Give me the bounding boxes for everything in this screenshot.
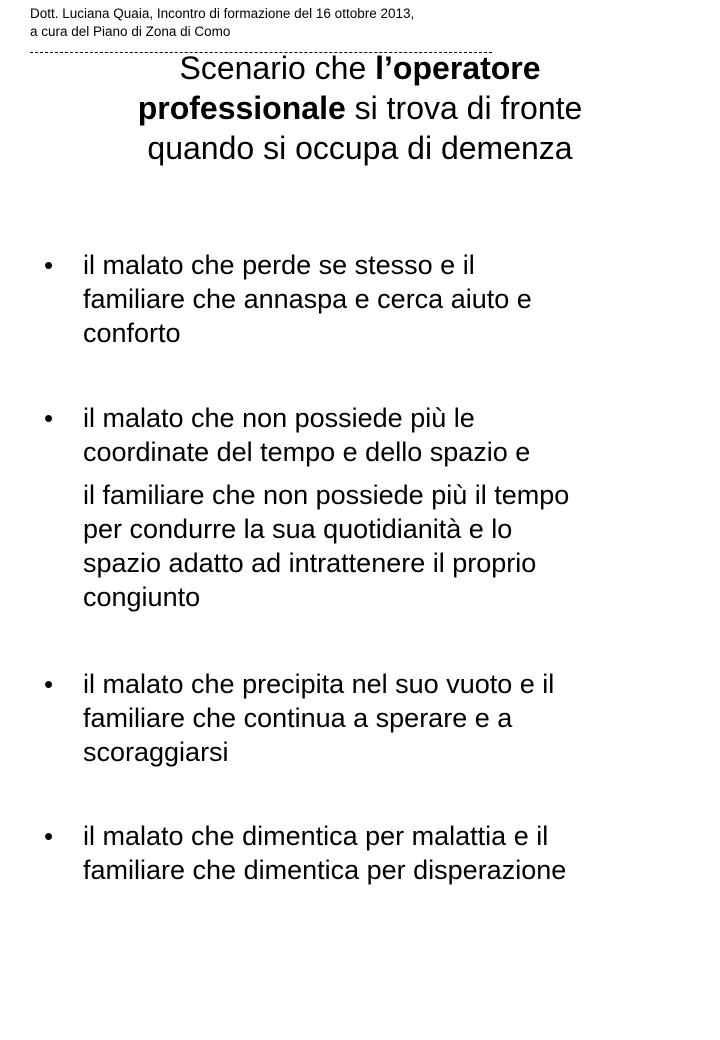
bullet-line: scoraggiarsi	[83, 737, 229, 767]
header-organizer-line: a cura del Piano di Zona di Como	[30, 24, 231, 39]
bullet-icon: •	[44, 403, 54, 433]
bullet-line: familiare che continua a sperare e a	[83, 703, 513, 733]
bullet-line: il malato che dimentica per malattia e il	[83, 821, 549, 851]
bullet-line: conforto	[83, 318, 181, 348]
bullet-line: il malato che non possiede più le	[83, 403, 475, 433]
title-bold-text: professionale	[137, 90, 346, 126]
title-text: si trova di fronte	[345, 90, 583, 126]
title-line-2	[60, 88, 660, 128]
bullet-line: il malato che perde se stesso e il	[83, 250, 475, 280]
bullet-text	[83, 248, 683, 350]
bullet-line: il familiare che non possiede più il tempo	[83, 480, 570, 510]
header-author-line: Dott. Luciana Quaia, Incontro di formazione del 16 ottobre 2013,	[30, 6, 415, 21]
document-header	[30, 5, 414, 41]
bullet-line: familiare che dimentica per disperazione	[83, 855, 567, 885]
bullet-text	[83, 819, 683, 887]
bullet-text	[83, 667, 683, 769]
bullet-icon: •	[44, 821, 54, 851]
bullet-line: per condurre la sua quotidianità e lo	[83, 514, 513, 544]
title-line-3: quando si occupa di demenza	[147, 130, 573, 166]
bullet-line: congiunto	[83, 582, 201, 612]
bullet-line: familiare che annaspa e cerca aiuto e	[83, 284, 532, 314]
bullet-icon: •	[44, 250, 54, 280]
bullet-icon: •	[44, 669, 54, 699]
bullet-text	[83, 401, 683, 614]
bullet-line: spazio adatto ad intrattenere il proprio	[83, 548, 537, 578]
title-line-1	[60, 48, 660, 88]
title-bold-text: l’operatore	[375, 50, 541, 86]
bullet-line: coordinate del tempo e dello spazio e	[83, 437, 531, 467]
page-title	[60, 48, 660, 168]
bullet-line: il malato che precipita nel suo vuoto e il	[83, 669, 555, 699]
title-text: Scenario che	[179, 50, 376, 86]
